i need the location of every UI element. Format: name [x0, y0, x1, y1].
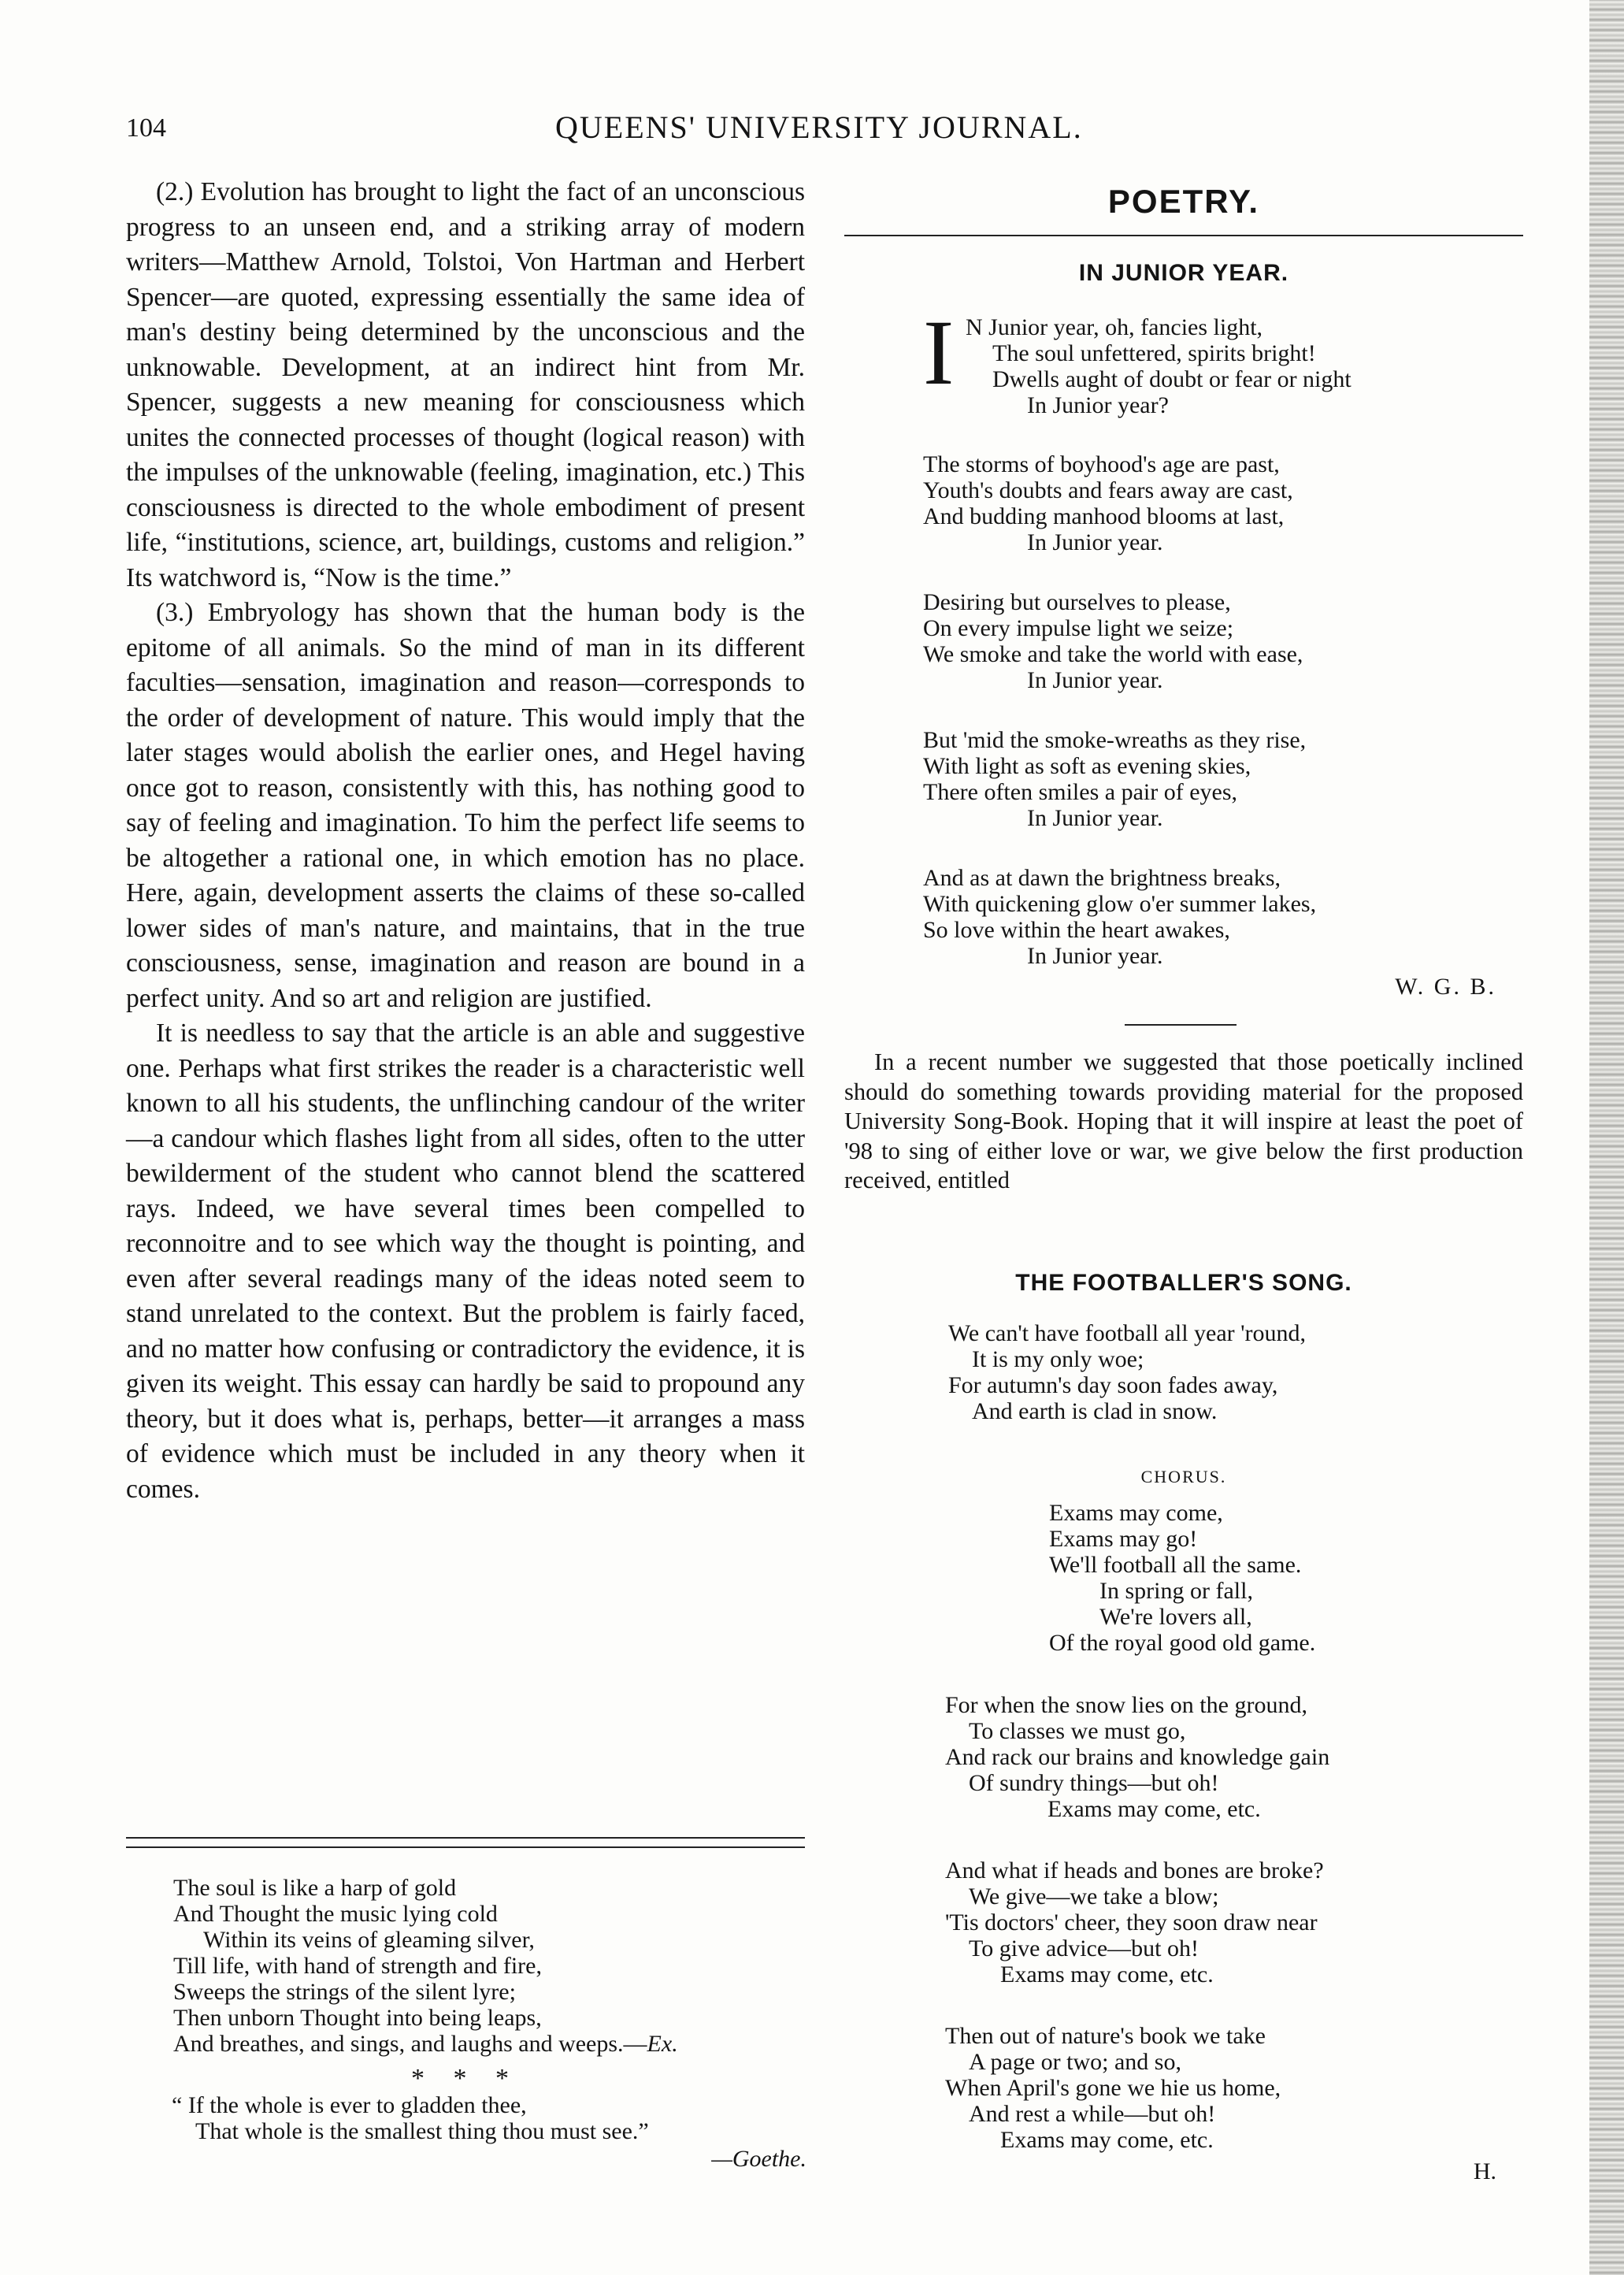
verse-line: For autumn's day soon fades away, [948, 1372, 1278, 1398]
drop-cap: I [923, 301, 955, 404]
verse-line: And rest a while—but oh! [969, 2101, 1216, 2127]
stanza-2 [923, 451, 1293, 555]
stanza-4 [923, 727, 1306, 831]
heading-rule [844, 235, 1523, 236]
verse-line: To give advice—but oh! [969, 1935, 1199, 1961]
song-book-intro: In a recent number we suggested that those poetically inclined should do something towards providing material for the proposed University Song-Book. Hoping that it will inspire at least the poet of '98 to sing of either love or war, we give below the first production received, entitled [844, 1048, 1523, 1193]
left-column [126, 175, 805, 1507]
verse-line: With light as soft as evening skies, [923, 753, 1251, 779]
short-divider [1125, 1024, 1237, 1026]
poem-line: The soul is like a harp of gold [173, 1875, 457, 1901]
verse-line: So love within the heart awakes, [923, 917, 1230, 943]
paragraph-embryology: (3.) Embryology has shown that the human body is the epitome of all animals. So the mind of man in its different faculties—sensation, imagination and reason—corresponds to the order of development of nature. This would imply that the later stages would abolish the earlier ones, and Hegel having once got to reason, consistently with this, has nothing good to say of feeling and imagination. To him the perfect life seems to be altogether a rational one, in which emotion has no place. Here, again, development asserts the claims of these so-called lower sides of man's nature, and maintains, that in the true consciousness, sense, imagination and reason are bound in a perfect unity. And so art and religion are justified. [126, 598, 805, 1013]
verse-line: On every impulse light we seize; [923, 615, 1234, 641]
poem-line-last [173, 2031, 803, 2057]
verse-line: The storms of boyhood's age are past, [923, 451, 1280, 477]
verse-line: There often smiles a pair of eyes, [923, 779, 1238, 805]
verse-line: A page or two; and so, [969, 2049, 1181, 2075]
verse-line: 'Tis doctors' cheer, they soon draw near [945, 1909, 1318, 1935]
verse-line: But 'mid the smoke-wreaths as they rise, [923, 727, 1307, 753]
verse-line: Then out of nature's book we take [945, 2023, 1266, 2049]
verse-line: Of the royal good old game. [1049, 1630, 1316, 1656]
goethe-quote [172, 2092, 806, 2172]
verse-line: With quickening glow o'er summer lakes, [923, 891, 1317, 917]
poem-line: Within its veins of gleaming silver, [203, 1927, 535, 1953]
quote-line: “ If the whole is ever to gladden thee, [172, 2092, 527, 2118]
verse-refrain: Exams may come, etc. [1047, 1796, 1261, 1822]
verse-refrain: In Junior year. [1027, 943, 1163, 969]
verse-line: And what if heads and bones are broke? [945, 1857, 1324, 1883]
poem-title-footballers-song: THE FOOTBALLER'S SONG. [1015, 1270, 1352, 1296]
verse-line: When April's gone we hie us home, [945, 2075, 1281, 2101]
verse-line: The soul unfettered, spirits bright! [992, 340, 1316, 366]
verse-line: To classes we must go, [969, 1718, 1186, 1744]
page-header [0, 109, 1624, 156]
verse-line: Desiring but ourselves to please, [923, 589, 1231, 615]
poetry-heading: POETRY. [1107, 183, 1260, 220]
asterism: * * * [411, 2064, 520, 2093]
poem-line: And Thought the music lying cold [173, 1901, 498, 1927]
stanza-1 [966, 314, 1351, 418]
verse-line: We give—we take a blow; [969, 1883, 1219, 1909]
poem-title-junior-year: IN JUNIOR YEAR. [1078, 260, 1289, 286]
page-binding-edge [1589, 0, 1624, 2275]
section-divider [126, 1837, 805, 1848]
song-stanza-4 [945, 2023, 1281, 2153]
page-number: 104 [126, 113, 166, 143]
verse-refrain: In Junior year? [1027, 392, 1169, 418]
verse-refrain: In Junior year. [1027, 805, 1163, 831]
verse-line: Youth's doubts and fears away are cast, [923, 477, 1293, 503]
poem-signature: W. G. B. [1395, 974, 1496, 1000]
verse-refrain: In Junior year. [1027, 529, 1163, 555]
verse-line: Exams may come, [1049, 1500, 1223, 1526]
verse-line: And budding manhood blooms at last, [923, 503, 1285, 529]
verse-line: We can't have football all year 'round, [948, 1320, 1307, 1346]
verse-line: For when the snow lies on the ground, [945, 1692, 1307, 1718]
song-stanza-2 [945, 1692, 1329, 1822]
harp-poem [173, 1875, 803, 2057]
chorus [1049, 1500, 1315, 1656]
verse-line: Exams may go! [1049, 1526, 1198, 1552]
verse-line: N Junior year, oh, fancies light, [966, 314, 1263, 340]
paragraph-review: It is needless to say that the article is an able and suggestive one. Perhaps what first strikes the reader is a characteristic well known to all his students, the unflinching candour of the writer—a candour which flashes light from all sides, often to the utter bewilderment of the student who cannot blend the scattered rays. Indeed, we have several times been compelled to reconnoitre and to see which way the thought is pointing, and even after several readings many of the ideas noted seem to stand unrelated to the context. But the problem is fairly faced, and no matter how confusing or contradictory the evidence, it is given its weight. This essay can hardly be said to propound any theory, but it does what is, perhaps, better—it arranges a mass of evidence which must be included in any theory when it comes. [126, 1019, 805, 1504]
poem-attribution: Ex. [647, 2031, 678, 2057]
verse-line: In spring or fall, [1099, 1578, 1253, 1604]
verse-refrain: In Junior year. [1027, 667, 1163, 693]
quote-line: That whole is the smallest thing thou must see.” [195, 2118, 649, 2144]
verse-line: And earth is clad in snow. [972, 1398, 1218, 1424]
poem-line: Then unborn Thought into being leaps, [173, 2005, 542, 2031]
verse-line: We'll football all the same. [1049, 1552, 1302, 1578]
poem-line: Sweeps the strings of the silent lyre; [173, 1979, 516, 2005]
poem-line: Till life, with hand of strength and fire, [173, 1953, 542, 1979]
stanza-5 [923, 865, 1316, 969]
verse-refrain: Exams may come, etc. [1000, 2127, 1214, 2153]
paragraph-evolution: (2.) Evolution has brought to light the fact of an unconscious progress to an unseen end, and a striking array of modern writers—Matthew Arnold, Tolstoi, Von Hartman and Herbert Spencer—are quoted, expressing essentially the same idea of man's destiny being determined by the unconscious and the unknowable. Development, at an indirect hint from Mr. Spencer, suggests a new meaning for consciousness which unites the connected processes of thought (logical reason) with the impulses of the unknowable (feeling, imagination, etc.) This consciousness is directed to the whole embodiment of present life, “institutions, science, art, buildings, customs and religion.” Its watchword is, “Now is the time.” [126, 177, 805, 592]
song-stanza-1 [948, 1320, 1306, 1424]
verse-line: We're lovers all, [1099, 1604, 1252, 1630]
verse-line: We smoke and take the world with ease, [923, 641, 1303, 667]
song-signature: H. [1473, 2158, 1496, 2184]
verse-line: Dwells aught of doubt or fear or night [992, 366, 1351, 392]
song-stanza-3 [945, 1857, 1324, 1987]
verse-line: And rack our brains and knowledge gain [945, 1744, 1330, 1770]
verse-line: Of sundry things—but oh! [969, 1770, 1219, 1796]
journal-title: QUEENS' UNIVERSITY JOURNAL. [555, 109, 1083, 145]
verse-line: And as at dawn the brightness breaks, [923, 865, 1281, 891]
quote-attribution: —Goethe. [711, 2146, 806, 2172]
stanza-3 [923, 589, 1303, 693]
chorus-label: CHORUS. [1140, 1467, 1227, 1486]
poem-line-text: And breathes, and sings, and laughs and weeps.— [173, 2031, 647, 2057]
verse-refrain: Exams may come, etc. [1000, 1961, 1214, 1987]
verse-line: It is my only woe; [972, 1346, 1144, 1372]
